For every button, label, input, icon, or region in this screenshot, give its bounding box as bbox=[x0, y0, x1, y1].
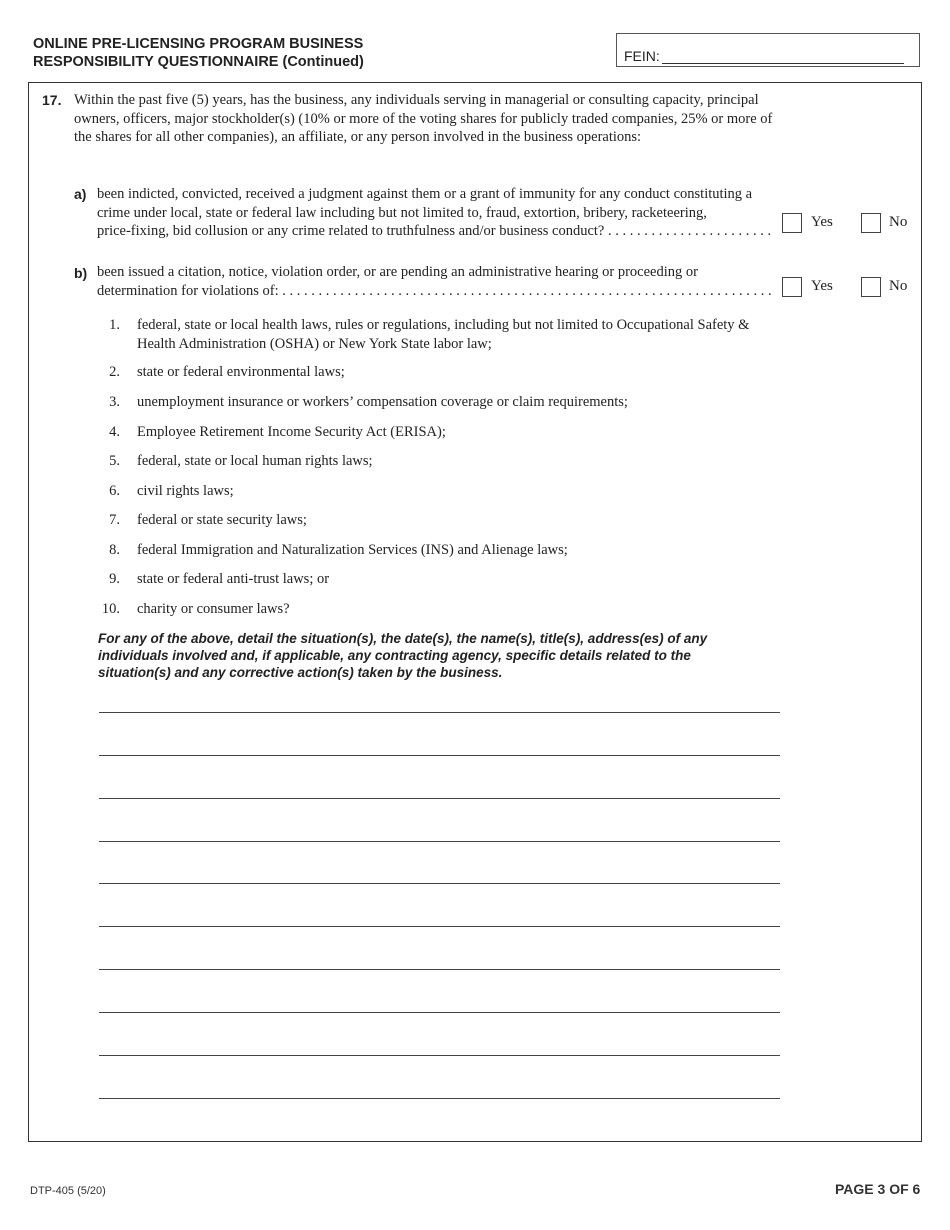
list-item-text: state or federal environmental laws; bbox=[137, 364, 345, 380]
list-item-text: civil rights laws; bbox=[137, 483, 234, 499]
form-title-line2: RESPONSIBILITY QUESTIONNAIRE (Continued) bbox=[33, 54, 364, 70]
form-title bbox=[33, 35, 364, 71]
list-item-text: unemployment insurance or workers’ compensation coverage or claim requirements; bbox=[137, 394, 628, 410]
form-title-line1: ONLINE PRE-LICENSING PROGRAM BUSINESS bbox=[33, 36, 364, 52]
question-number: 17. bbox=[42, 92, 62, 108]
answer-line[interactable] bbox=[99, 1055, 780, 1056]
answer-line[interactable] bbox=[99, 1012, 780, 1013]
list-item-text: federal Immigration and Naturalization Services (INS) and Alienage laws; bbox=[137, 542, 568, 558]
part-a-no-label: No bbox=[889, 214, 908, 230]
page-number: PAGE 3 OF 6 bbox=[835, 1181, 921, 1197]
part-b-label: b) bbox=[74, 265, 88, 281]
list-item-number: 4. bbox=[109, 424, 120, 440]
list-item-number: 2. bbox=[109, 364, 120, 380]
answer-line[interactable] bbox=[99, 841, 780, 842]
part-a-no-checkbox[interactable] bbox=[861, 213, 881, 233]
part-b-text-last: determination for violations of: . . . bbox=[97, 282, 775, 301]
answer-line[interactable] bbox=[99, 883, 780, 884]
list-item-number: 10. bbox=[101, 601, 120, 617]
part-a-text-last: price-fixing, bid collusion or any crime related to truthfulness and/or business conduct? . . . bbox=[97, 222, 775, 241]
instructions-text: For any of the above, detail the situation(s), the date(s), the name(s), title(s), address(es) of any individuals involved and, if applicable, any contracting agency, specific details related to the situation(s) and any corrective action(s) taken by the business. bbox=[98, 631, 708, 680]
list-item-number: 3. bbox=[109, 394, 120, 410]
form-code: DTP-405 (5/20) bbox=[30, 1185, 106, 1197]
list-item-text: charity or consumer laws? bbox=[137, 601, 290, 617]
answer-line[interactable] bbox=[99, 1098, 780, 1099]
list-item-text: federal, state or local human rights laws; bbox=[137, 453, 373, 469]
part-b-no-checkbox[interactable] bbox=[861, 277, 881, 297]
list-item-number: 5. bbox=[109, 453, 120, 469]
part-b-no-label: No bbox=[889, 278, 908, 294]
part-a-yes-label: Yes bbox=[811, 214, 833, 230]
list-item-text: federal or state security laws; bbox=[137, 512, 307, 528]
list-item-number: 8. bbox=[109, 542, 120, 558]
fein-label: FEIN: bbox=[624, 48, 660, 64]
part-b-yes-checkbox[interactable] bbox=[782, 277, 802, 297]
list-item-number: 1. bbox=[109, 317, 120, 333]
part-a-text bbox=[97, 185, 775, 241]
fein-box bbox=[616, 33, 920, 67]
part-b-text-main: been issued a citation, notice, violation order, or are pending an administrative hearing or proceeding or bbox=[97, 264, 698, 280]
list-item-text: Employee Retirement Income Security Act (ERISA); bbox=[137, 424, 446, 440]
list-item-number: 6. bbox=[109, 483, 120, 499]
answer-line[interactable] bbox=[99, 969, 780, 970]
part-a-yes-checkbox[interactable] bbox=[782, 213, 802, 233]
answer-line[interactable] bbox=[99, 798, 780, 799]
answer-line[interactable] bbox=[99, 712, 780, 713]
list-item-number: 7. bbox=[109, 512, 120, 528]
answer-line[interactable] bbox=[99, 755, 780, 756]
part-b-text bbox=[97, 263, 775, 300]
answer-line[interactable] bbox=[99, 926, 780, 927]
fein-input[interactable] bbox=[662, 63, 904, 64]
list-item-text: state or federal anti-trust laws; or bbox=[137, 571, 330, 587]
list-item-text: federal, state or local health laws, rules or regulations, including but not limited to Occupational Safety & Health Administration (OSHA) or New York State labor law; bbox=[137, 317, 750, 352]
question-text: Within the past five (5) years, has the business, any individuals serving in managerial or consulting capacity, principal owners, officers, major stockholder(s) (10% or more of the voting shares for publicly traded companies, 25% or more of the shares for all other companies), an affiliate, or any person involved in the business operations: bbox=[74, 92, 773, 146]
part-b-yes-label: Yes bbox=[811, 278, 833, 294]
part-a-label: a) bbox=[74, 186, 87, 202]
list-item-number: 9. bbox=[109, 571, 120, 587]
part-a-text-main: been indicted, convicted, received a judgment against them or a grant of immunity for any conduct constituting a crime under local, state or federal law including but not limited to, fraud, extortion, bribery, racketeering, bbox=[97, 186, 753, 221]
